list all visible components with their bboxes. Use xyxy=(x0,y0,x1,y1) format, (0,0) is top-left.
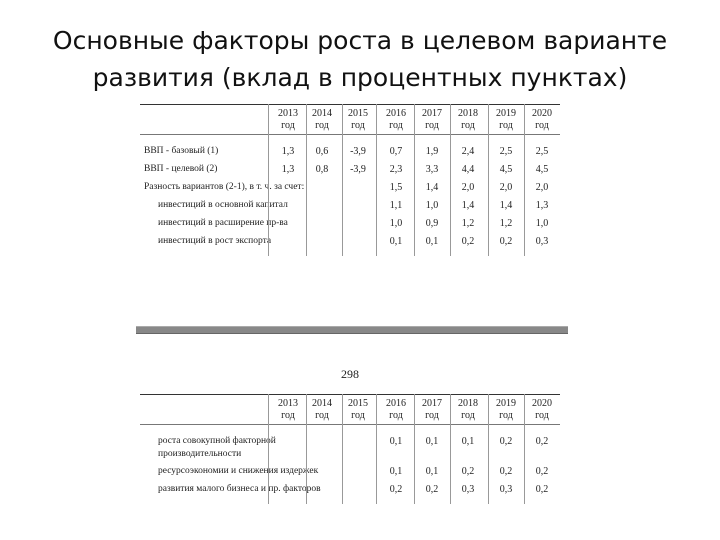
row-label: инвестиций в расширение пр-ва xyxy=(158,218,288,228)
year-unit: год xyxy=(351,410,365,421)
year-unit: год xyxy=(461,120,475,131)
value-cell: 0,2 xyxy=(499,436,513,447)
value-cell: 0,2 xyxy=(461,236,475,247)
value-cell: 1,3 xyxy=(281,146,295,157)
header-bottom-rule xyxy=(140,424,560,425)
year-header: 2015 xyxy=(348,108,368,119)
year-unit: год xyxy=(499,410,513,421)
value-cell: 1,0 xyxy=(535,218,549,229)
table-row xyxy=(140,162,560,180)
row-label: ресурсоэкономии и снижения издержек xyxy=(158,466,319,476)
row-label: инвестиций в основной капитал xyxy=(158,200,288,210)
year-header: 2013 xyxy=(278,108,298,119)
column-separator xyxy=(524,394,525,504)
year-unit: год xyxy=(389,120,403,131)
column-separator xyxy=(450,394,451,504)
value-cell: -3,9 xyxy=(350,146,366,157)
column-separator xyxy=(450,104,451,256)
value-cell: 1,1 xyxy=(389,200,403,211)
value-cell: 0,1 xyxy=(389,436,403,447)
value-cell: 1,0 xyxy=(425,200,439,211)
value-cell: 0,2 xyxy=(499,236,513,247)
year-header: 2018 xyxy=(458,108,478,119)
column-separator xyxy=(488,104,489,256)
value-cell: 4,5 xyxy=(499,164,513,175)
table-row xyxy=(140,144,560,162)
value-cell: 1,3 xyxy=(535,200,549,211)
value-cell: 0,2 xyxy=(499,466,513,477)
value-cell: 2,5 xyxy=(535,146,549,157)
value-cell: 0,9 xyxy=(425,218,439,229)
value-cell: 2,0 xyxy=(535,182,549,193)
value-cell: 0,3 xyxy=(499,484,513,495)
year-header: 2018 xyxy=(458,398,478,409)
page-break-divider xyxy=(136,326,568,334)
table-row xyxy=(140,216,560,234)
year-header: 2020 xyxy=(532,398,552,409)
table-row xyxy=(140,464,560,482)
column-separator xyxy=(414,104,415,256)
value-cell: 2,5 xyxy=(499,146,513,157)
value-cell: 0,1 xyxy=(425,236,439,247)
value-cell: 0,2 xyxy=(535,484,549,495)
value-cell: 2,4 xyxy=(461,146,475,157)
value-cell: 0,2 xyxy=(461,466,475,477)
table-row xyxy=(140,434,560,459)
value-cell: 4,4 xyxy=(461,164,475,175)
row-label: инвестиций в рост экспорта xyxy=(158,236,272,246)
row-label: Разность вариантов (2-1), в т. ч. за счет: xyxy=(144,182,305,192)
value-cell: -3,9 xyxy=(350,164,366,175)
table-row xyxy=(140,234,560,252)
year-unit: год xyxy=(461,410,475,421)
column-separator xyxy=(376,104,377,256)
value-cell: 0,3 xyxy=(461,484,475,495)
year-unit: год xyxy=(281,410,295,421)
year-header: 2017 xyxy=(422,108,442,119)
year-unit: год xyxy=(315,120,329,131)
table-row xyxy=(140,482,560,500)
column-separator xyxy=(306,104,307,256)
year-unit: год xyxy=(499,120,513,131)
value-cell: 1,0 xyxy=(389,218,403,229)
column-separator xyxy=(268,394,269,504)
column-separator xyxy=(414,394,415,504)
value-cell: 0,1 xyxy=(425,436,439,447)
year-unit: год xyxy=(425,410,439,421)
year-header: 2019 xyxy=(496,108,516,119)
table-row xyxy=(140,180,560,198)
header-bottom-rule xyxy=(140,134,560,135)
year-unit: год xyxy=(535,410,549,421)
factors-table-top xyxy=(140,104,560,256)
year-unit: год xyxy=(535,120,549,131)
year-header: 2016 xyxy=(386,108,406,119)
year-unit: год xyxy=(351,120,365,131)
value-cell: 0,2 xyxy=(535,436,549,447)
table-top-rule xyxy=(140,104,560,105)
page-number: 298 xyxy=(341,367,359,381)
year-unit: год xyxy=(389,410,403,421)
table-top-rule xyxy=(140,394,560,395)
value-cell: 4,5 xyxy=(535,164,549,175)
column-separator xyxy=(342,394,343,504)
value-cell: 0,2 xyxy=(425,484,439,495)
value-cell: 0,1 xyxy=(461,436,475,447)
column-separator xyxy=(342,104,343,256)
value-cell: 2,0 xyxy=(461,182,475,193)
factors-table-bottom xyxy=(140,394,560,504)
year-header: 2019 xyxy=(496,398,516,409)
value-cell: 0,1 xyxy=(389,236,403,247)
slide-title: Основные факторы роста в целевом варианте развития (вклад в процентных пунктах) xyxy=(52,26,668,92)
year-header: 2015 xyxy=(348,398,368,409)
value-cell: 3,3 xyxy=(425,164,439,175)
value-cell: 0,1 xyxy=(389,466,403,477)
column-separator xyxy=(488,394,489,504)
value-cell: 1,4 xyxy=(499,200,513,211)
value-cell: 1,2 xyxy=(499,218,513,229)
year-header: 2017 xyxy=(422,398,442,409)
row-label: роста совокупной факторной производительности xyxy=(158,436,276,459)
year-unit: год xyxy=(281,120,295,131)
year-header: 2016 xyxy=(386,398,406,409)
value-cell: 0,6 xyxy=(315,146,329,157)
column-separator xyxy=(376,394,377,504)
year-unit: год xyxy=(425,120,439,131)
value-cell: 2,0 xyxy=(499,182,513,193)
value-cell: 0,1 xyxy=(425,466,439,477)
column-separator xyxy=(268,104,269,256)
value-cell: 1,4 xyxy=(461,200,475,211)
value-cell: 0,2 xyxy=(535,466,549,477)
value-cell: 1,2 xyxy=(461,218,475,229)
value-cell: 0,2 xyxy=(389,484,403,495)
column-separator xyxy=(524,104,525,256)
year-unit: год xyxy=(315,410,329,421)
value-cell: 0,3 xyxy=(535,236,549,247)
value-cell: 2,3 xyxy=(389,164,403,175)
row-label: ВВП - целевой (2) xyxy=(144,164,218,174)
value-cell: 1,9 xyxy=(425,146,439,157)
year-header: 2014 xyxy=(312,398,332,409)
row-label: развития малого бизнеса и пр. факторов xyxy=(158,484,321,494)
value-cell: 1,4 xyxy=(425,182,439,193)
year-header: 2014 xyxy=(312,108,332,119)
value-cell: 1,5 xyxy=(389,182,403,193)
value-cell: 0,8 xyxy=(315,164,329,175)
year-header: 2013 xyxy=(278,398,298,409)
value-cell: 1,3 xyxy=(281,164,295,175)
table-row xyxy=(140,198,560,216)
row-label: ВВП - базовый (1) xyxy=(144,146,219,156)
year-header: 2020 xyxy=(532,108,552,119)
value-cell: 0,7 xyxy=(389,146,403,157)
column-separator xyxy=(306,394,307,504)
